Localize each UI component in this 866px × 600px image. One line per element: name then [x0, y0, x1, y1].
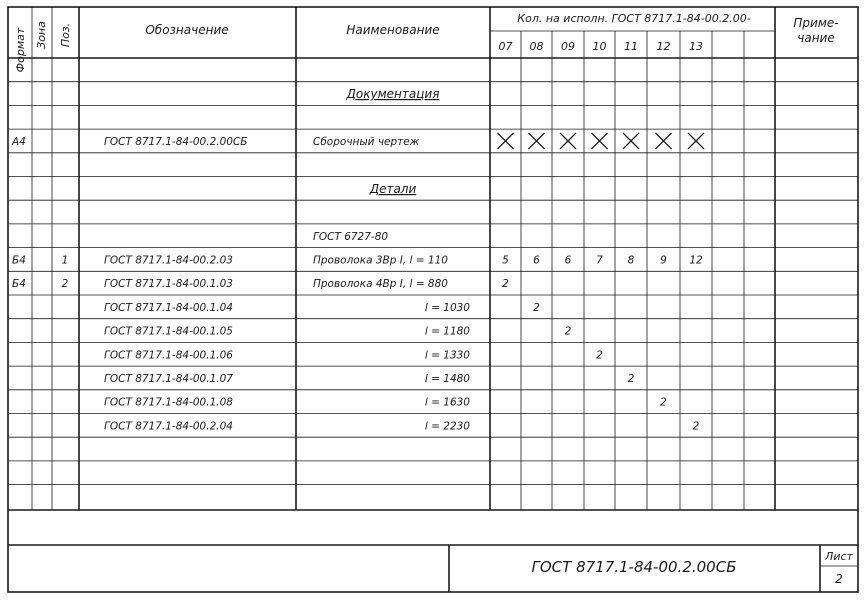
row-qty: 6 — [564, 254, 572, 267]
row-qty: 5 — [502, 254, 509, 267]
row-designation: ГОСТ 8717.1-84-00.2.03 — [104, 254, 233, 267]
row-designation: ГОСТ 8717.1-84-00.1.04 — [104, 301, 233, 314]
variant-labels — [499, 40, 704, 53]
row-qty: 7 — [596, 254, 603, 267]
row-name: l = 2230 — [424, 420, 470, 433]
row-name: Сборочный чертеж — [313, 135, 420, 148]
row-format: Б4 — [12, 254, 26, 267]
header-zone: Зона — [35, 21, 48, 49]
row-qty-cross — [529, 133, 545, 149]
row-designation: ГОСТ 8717.1-84-00.1.07 — [104, 372, 233, 385]
table-row — [12, 254, 703, 266]
table-row — [11, 133, 704, 149]
header-format: Формат — [14, 27, 27, 73]
sheet-label: Лист — [825, 550, 853, 563]
row-qty-cross — [592, 133, 608, 149]
row-name: Проволока 3Вр I, l = 110 — [313, 254, 448, 267]
row-qty-cross — [560, 133, 576, 149]
variant-label: 13 — [689, 40, 703, 53]
row-qty: 2 — [660, 396, 667, 409]
row-designation: ГОСТ 8717.1-84-00.1.06 — [104, 349, 233, 362]
title-block — [8, 510, 858, 592]
row-name: ГОСТ 6727-80 — [313, 230, 389, 243]
table-row — [104, 373, 635, 385]
header-name: Наименование — [346, 23, 440, 37]
sheet-number: 2 — [835, 572, 843, 586]
row-designation: ГОСТ 8717.1-84-00.1.03 — [104, 278, 233, 291]
table-row — [12, 278, 509, 290]
row-designation: ГОСТ 8717.1-84-00.1.05 — [104, 325, 233, 338]
section-documentation: Документация — [346, 87, 440, 101]
row-name: Проволока 4Вр I, l = 880 — [313, 278, 448, 291]
row-position: 2 — [61, 278, 69, 291]
table-row — [104, 326, 572, 338]
row-qty: 8 — [627, 254, 635, 267]
row-qty: 2 — [596, 349, 603, 362]
row-qty-cross — [623, 133, 639, 149]
row-name: l = 1480 — [424, 372, 470, 385]
variant-label: 07 — [498, 40, 513, 53]
row-qty-cross — [656, 133, 672, 149]
row-designation: ГОСТ 8717.1-84-00.2.04 — [104, 420, 233, 433]
row-designation: ГОСТ 8717.1-84-00.2.00СБ — [104, 135, 248, 148]
table-row — [104, 349, 603, 361]
header-note-line1: Приме- — [793, 16, 839, 30]
header-qty-title: Кол. на исполн. ГОСТ 8717.1-84-00.2.00- — [517, 12, 751, 25]
row-qty: 6 — [533, 254, 540, 267]
table-row — [104, 302, 540, 314]
row-name: l = 1630 — [424, 396, 470, 409]
row-format: A4 — [12, 135, 26, 148]
variant-label: 10 — [592, 40, 607, 53]
row-qty: 12 — [689, 254, 703, 267]
row-name: l = 1330 — [424, 349, 470, 362]
row-name: l = 1180 — [424, 325, 470, 338]
row-qty: 2 — [564, 325, 572, 338]
row-qty: 9 — [660, 254, 667, 267]
variant-label: 11 — [624, 40, 638, 53]
row-qty: 2 — [627, 372, 635, 385]
header-designation: Обозначение — [145, 23, 229, 37]
row-qty: 2 — [533, 301, 540, 314]
title-block-designation: ГОСТ 8717.1-84-00.2.00СБ — [531, 558, 737, 576]
table-row — [313, 231, 388, 243]
row-qty: 2 — [692, 420, 700, 433]
table-row — [104, 420, 700, 432]
row-position: 1 — [61, 254, 69, 267]
row-qty-cross — [498, 133, 514, 149]
row-format: Б4 — [12, 278, 26, 291]
specification-rows — [11, 133, 704, 432]
header-note-line2: чание — [797, 31, 835, 45]
variant-label: 09 — [561, 40, 575, 53]
row-qty: 2 — [502, 278, 509, 291]
variant-label: 08 — [529, 40, 544, 53]
row-designation: ГОСТ 8717.1-84-00.1.08 — [104, 396, 233, 409]
header-pos: Поз. — [59, 22, 72, 48]
section-parts: Детали — [369, 182, 417, 196]
row-name: l = 1030 — [424, 301, 470, 314]
table-row — [104, 397, 667, 409]
variant-label: 12 — [656, 40, 671, 53]
table-header — [14, 12, 839, 72]
row-qty-cross — [688, 133, 704, 149]
